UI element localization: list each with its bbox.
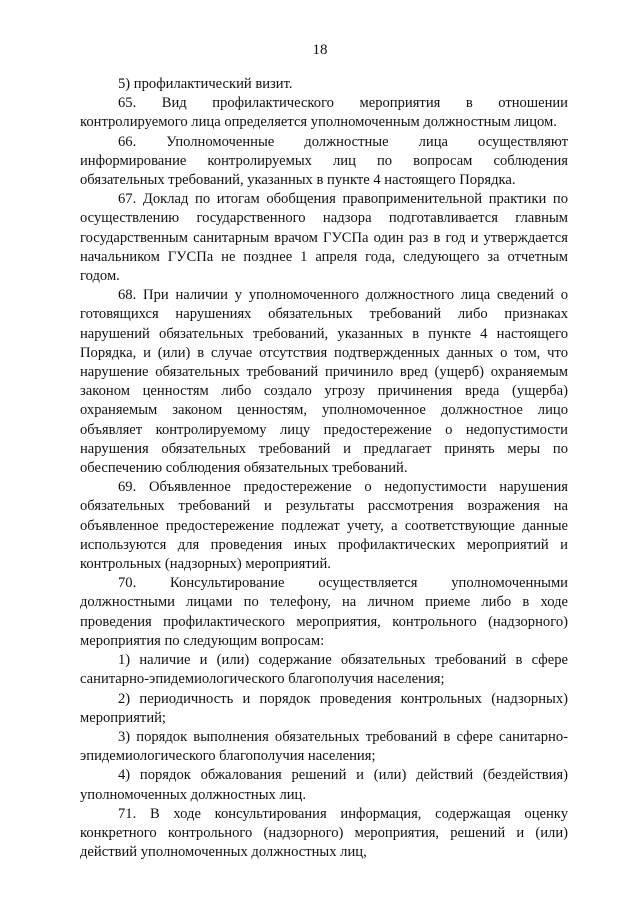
paragraph-69: 69. Объявленное предостережение о недопустимости нарушения обязательных требований и результаты рассмотрения возражения на объявленное предостережение подлежат учету, а соответствующие данные используются для проведения иных профилактических мероприятий и контрольных (надзорных) мероприятий.: [80, 479, 568, 573]
paragraph-70: 70. Консультирование осуществляется уполномоченными должностными лицами по телефону, на личном приеме либо в ходе проведения профилактического мероприятия, контрольного (надзорного) мероприятия по следующим вопросам:: [80, 575, 568, 649]
page-number: 18: [312, 42, 328, 58]
body-text: [80, 75, 568, 862]
paragraph-item-5: 5) профилактический визит.: [118, 76, 293, 92]
paragraph-68: 68. При наличии у уполномоченного должностного лица сведений о готовящихся нарушениях обязательных требований либо признаках нарушений обязательных требований, указанных в пункте 4 настоящего Порядка, и (или) в случае отсутствия подтвержденных данных о том, что нарушение обязательных требований причинило вред (ущерб) охраняемым законом ценностям либо создало угрозу причинения вреда (ущерба) охраняемым законом ценностям, уполномоченное должностное лицо объявляет контролируемому лицу предостережение о недопустимости нарушения обязательных требований и предлагает принять меры по обеспечению соблюдения обязательных требований.: [80, 287, 568, 477]
list-item-3: 3) порядок выполнения обязательных требований в сфере санитарно-эпидемиологического благополучия населения;: [80, 728, 568, 765]
list-item-1: 1) наличие и (или) содержание обязательных требований в сфере санитарно-эпидемиологического благополучия населения;: [80, 652, 568, 688]
list-item-2: 2) периодичность и порядок проведения контрольных (надзорных) мероприятий;: [80, 690, 568, 726]
paragraph-65: 65. Вид профилактического мероприятия в отношении контролируемого лица определяется уполномоченным должностным лицом.: [80, 95, 568, 131]
paragraph-66: 66. Уполномоченные должностные лица осуществляют информирование контролируемых лиц по вопросам соблюдения обязательных требований, указанных в пункте 4 настоящего Порядка.: [80, 133, 568, 189]
paragraph-71: 71. В ходе консультирования информация, содержащая оценку конкретного контрольного (надзорного) мероприятия, решений и (или) действий уполномоченных должностных лиц,: [80, 805, 568, 861]
paragraph-67: 67. Доклад по итогам обобщения правоприменительной практики по осуществлению государственного надзора подготавливается главным государственным санитарным врачом ГУСПа один раз в год и утверждается начальником ГУСПа не позднее 1 апреля года, следующего за отчетным годом.: [80, 191, 568, 285]
list-item-4: 4) порядок обжалования решений и (или) действий (бездействия) уполномоченных должностных лиц.: [80, 767, 568, 803]
